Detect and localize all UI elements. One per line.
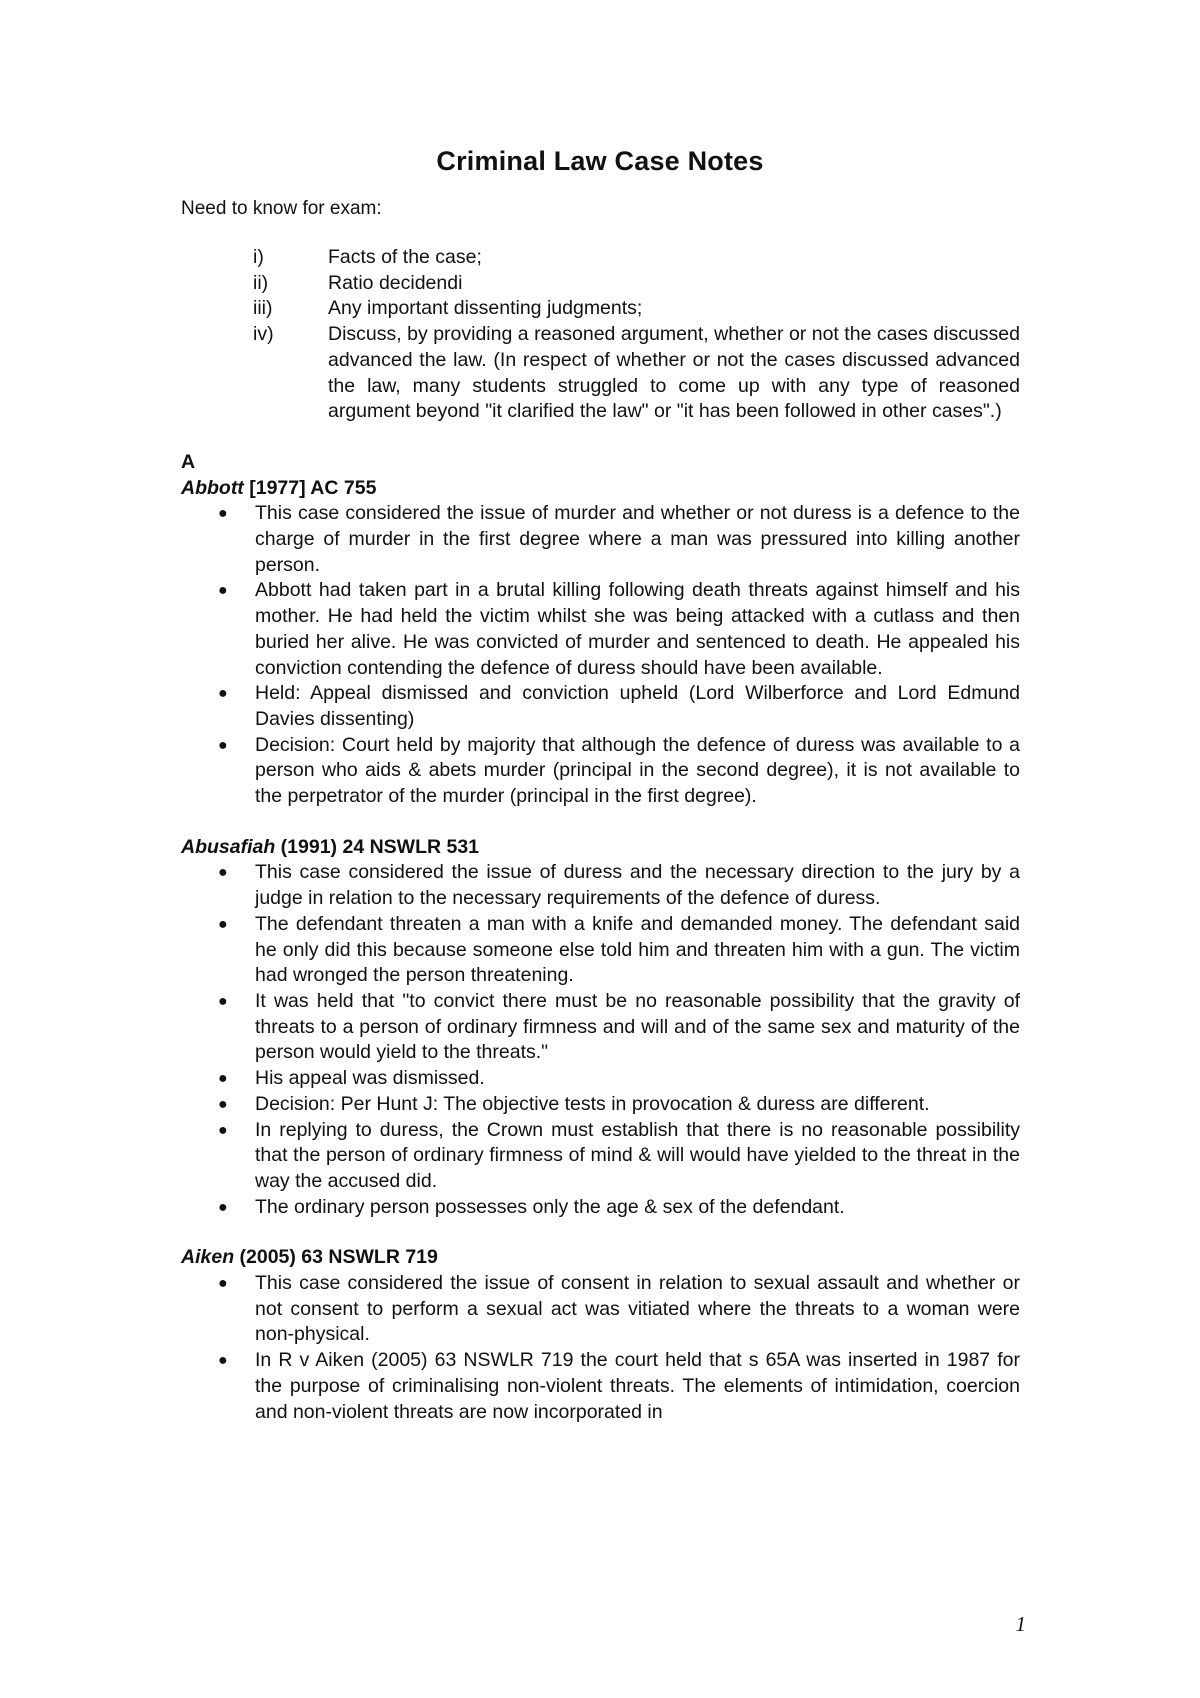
bullet-icon: ● — [218, 736, 228, 754]
bullet-icon: ● — [218, 505, 228, 523]
requirements-list — [181, 245, 1021, 425]
bullet-text: This case considered the issue of consent in relation to sexual assault and whether or not consent to perform a sexual act was vitiated where the threats to a woman were non-physical. — [255, 1272, 1020, 1346]
bullet-item — [181, 1092, 1021, 1118]
bullet-item — [181, 1118, 1021, 1195]
bullet-icon: ● — [218, 1352, 228, 1370]
list-item-number: i) — [253, 246, 264, 268]
case-name: Abbott — [181, 476, 244, 499]
bullet-icon: ● — [218, 864, 228, 882]
bullet-icon: ● — [218, 1070, 228, 1088]
case-citation: (1991) 24 NSWLR 531 — [275, 835, 480, 858]
bullet-icon: ● — [218, 1095, 228, 1113]
list-item — [181, 322, 1021, 425]
bullet-text: Decision: Court held by majority that although the defence of duress was available to a person who aids & abets murder (principal in the second degree), it is not available to the perpetrator of the murder (principal in the first degree). — [255, 733, 1020, 808]
bullet-item — [181, 1271, 1021, 1348]
bullet-text: This case considered the issue of murder and whether or not duress is a defence to the charge of murder in the first degree where a man was pressured into killing another person. — [255, 502, 1020, 576]
bullet-item — [181, 860, 1021, 911]
bullet-icon: ● — [218, 1198, 228, 1216]
bullet-item — [181, 501, 1021, 578]
intro-text: Need to know for exam: — [181, 198, 382, 219]
bullet-item — [181, 578, 1021, 681]
bullet-text: In replying to duress, the Crown must establish that there is no reasonable possibility that the person of ordinary firmness of mind & will would have yielded to the threat in the way the accused did. — [255, 1118, 1020, 1192]
list-item-text: Facts of the case; — [328, 246, 482, 268]
list-item-text: Ratio decidendi — [328, 271, 463, 294]
case-name: Aiken — [181, 1246, 235, 1269]
list-item — [181, 271, 1021, 297]
list-item-text: Discuss, by providing a reasoned argument, whether or not the cases discussed advanced the law. (In respect of whether or not the cases discussed advanced the law, many students struggled to come up with any type of reasoned argument beyond "it clarified the law" or "it has been followed in other cases".) — [328, 323, 1020, 423]
bullet-item — [181, 681, 1021, 732]
bullet-text: It was held that "to convict there must be no reasonable possibility that the gravity of threats to a person of ordinary firmness and will and of the same sex and maturity of the person would yield to the threats." — [255, 989, 1020, 1064]
bullet-item — [181, 989, 1021, 1066]
case-heading — [181, 476, 1021, 502]
case-entry-abusafiah — [181, 835, 1021, 1221]
bullet-text: His appeal was dismissed. — [255, 1067, 485, 1090]
bullet-item — [181, 1195, 1021, 1221]
bullet-item — [181, 912, 1021, 989]
bullet-text: The defendant threaten a man with a knife and demanded money. The defendant said he only did this because someone else told him and threaten him with a gun. The victim had wronged the person threatening. — [255, 912, 1020, 987]
case-points — [181, 860, 1021, 1220]
case-name: Abusafiah — [181, 835, 276, 858]
list-item-number: iii) — [253, 297, 273, 320]
list-item-number: iv) — [253, 323, 274, 346]
case-points — [181, 501, 1021, 809]
bullet-icon: ● — [218, 915, 228, 933]
case-heading — [181, 835, 1021, 861]
bullet-text: This case considered the issue of duress and the necessary direction to the jury by a judge in relation to the necessary requirements of the defence of duress. — [255, 861, 1020, 910]
bullet-icon: ● — [218, 1121, 228, 1139]
bullet-text: Abbott had taken part in a brutal killing following death threats against himself and his mother. He had held the victim whilst she was being attacked with a cutlass and then buried her alive. He was convicted of murder and sentenced to death. He appealed his conviction contending the defence of duress should have been available. — [255, 579, 1020, 679]
bullet-text: In R v Aiken (2005) 63 NSWLR 719 the court held that s 65A was inserted in 1987 for the purpose of criminalising non-violent threats. The elements of intimidation, coercion and non-violent threats are now incorporated in — [255, 1349, 1020, 1423]
bullet-text: Decision: Per Hunt J: The objective tests in provocation & duress are different. — [255, 1092, 930, 1115]
bullet-item — [181, 1348, 1021, 1425]
case-points — [181, 1271, 1021, 1425]
section-letter: A — [181, 450, 196, 473]
bullet-icon: ● — [218, 582, 228, 600]
list-item — [181, 296, 1021, 322]
bullet-item — [181, 733, 1021, 810]
document-body — [181, 245, 1021, 1425]
bullet-icon: ● — [218, 992, 228, 1010]
bullet-icon: ● — [218, 1275, 228, 1293]
case-entry-abbott — [181, 476, 1021, 810]
bullet-text: Held: Appeal dismissed and conviction upheld (Lord Wilberforce and Lord Edmund Davies dissenting) — [255, 682, 1020, 730]
page-title: Criminal Law Case Notes — [436, 146, 764, 176]
case-citation: [1977] AC 755 — [243, 476, 377, 499]
list-item — [181, 245, 1021, 271]
page-number: 1 — [1015, 1612, 1026, 1636]
bullet-icon: ● — [218, 685, 228, 703]
bullet-text: The ordinary person possesses only the age & sex of the defendant. — [255, 1195, 845, 1218]
list-item-number: ii) — [253, 271, 269, 294]
bullet-item — [181, 1066, 1021, 1092]
case-citation: (2005) 63 NSWLR 719 — [234, 1246, 438, 1269]
list-item-text: Any important dissenting judgments; — [328, 297, 643, 320]
case-heading — [181, 1245, 1021, 1271]
case-entry-aiken — [181, 1245, 1021, 1425]
